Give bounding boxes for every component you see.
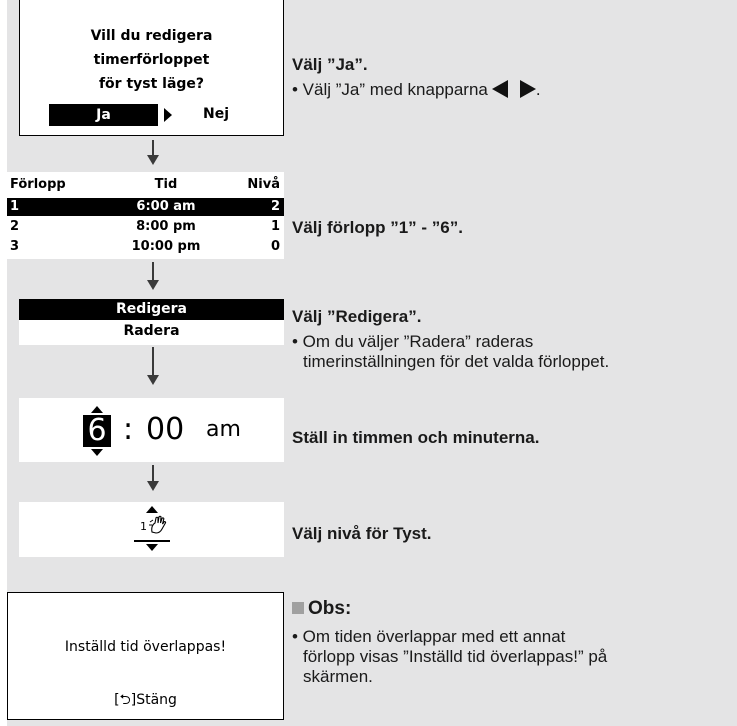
flow-arrow-line [152,262,154,282]
overlap-message: Inställd tid överlappas! [64,639,227,655]
row-level: 2 [270,199,280,214]
row-program: 3 [10,239,20,254]
time-colon: : [123,412,134,447]
step5-title: Välj nivå för Tyst. [292,524,432,543]
flow-arrow-head-icon [147,375,159,385]
overlap-warning-screen [7,592,284,720]
row-level: 0 [270,239,280,254]
flow-arrow-head-icon [147,481,159,491]
right-button-icon [520,80,536,98]
table-row[interactable] [7,198,284,216]
level-set-screen [19,502,284,557]
step4-title: Ställ in timmen och minuterna. [292,428,540,447]
question-line-3: för tyst läge? [98,76,205,92]
step1-body-text: • Välj ”Ja” med knapparna [292,80,488,99]
row-program: 1 [10,199,20,214]
header-time: Tid [154,177,178,192]
minutes-value[interactable]: 00 [146,412,185,447]
header-level: Nivå [247,177,280,192]
question-line-2: timerförloppet [93,52,210,68]
step1-title: Välj ”Ja”. [292,55,368,74]
ampm-value: am [206,417,241,442]
close-button[interactable]: [⮌]Stäng [114,692,177,708]
obs-body-line-3: skärmen. [303,667,373,686]
left-button-icon [492,80,508,98]
question-line-1: Vill du redigera [90,28,213,44]
instruction-panel [7,0,737,726]
no-option[interactable]: Nej [203,106,230,122]
obs-square-icon [292,602,304,614]
step1-body [292,80,541,100]
step1-body-end: . [535,80,541,99]
step3-title: Välj ”Redigera”. [292,307,422,326]
hour-up-icon[interactable] [91,406,103,413]
obs-body-line-1: • Om tiden överlappar med ett annat [292,627,566,646]
flow-arrow-head-icon [147,155,159,165]
yes-option[interactable]: Ja [49,104,158,126]
row-time: 8:00 pm [136,219,196,234]
obs-title: Obs: [308,598,352,619]
row-time: 10:00 pm [131,239,201,254]
row-time: 6:00 am [136,199,196,214]
step3-body-line-2: timerinställningen för det valda förloppet. [303,352,610,371]
level-divider [134,540,170,542]
schedule-table [7,172,284,259]
right-arrow-icon [164,108,172,122]
row-program: 2 [10,219,20,234]
menu-item-delete[interactable]: Radera [19,320,284,342]
row-level: 1 [270,219,280,234]
level-up-icon[interactable] [146,506,158,513]
table-header [7,176,284,194]
quiet-hand-icon [147,514,171,538]
level-value: 1 [140,520,147,533]
header-program: Förlopp [10,177,66,192]
level-down-icon[interactable] [146,544,158,551]
step3-body-line-1: • Om du väljer ”Radera” raderas [292,332,534,351]
table-row[interactable] [7,238,284,256]
obs-body-line-2: förlopp visas ”Inställd tid överlappas!” på [303,647,608,666]
edit-menu [19,299,284,345]
obs-heading [292,598,351,620]
confirm-screen [19,0,284,136]
hour-value[interactable]: 6 [83,415,111,447]
time-set-screen [19,398,284,462]
flow-arrow-head-icon [147,280,159,290]
table-row[interactable] [7,218,284,236]
menu-item-edit[interactable]: Redigera [19,299,284,320]
hour-down-icon[interactable] [91,449,103,456]
step2-title: Välj förlopp ”1” - ”6”. [292,218,463,237]
flow-arrow-line [152,347,154,377]
